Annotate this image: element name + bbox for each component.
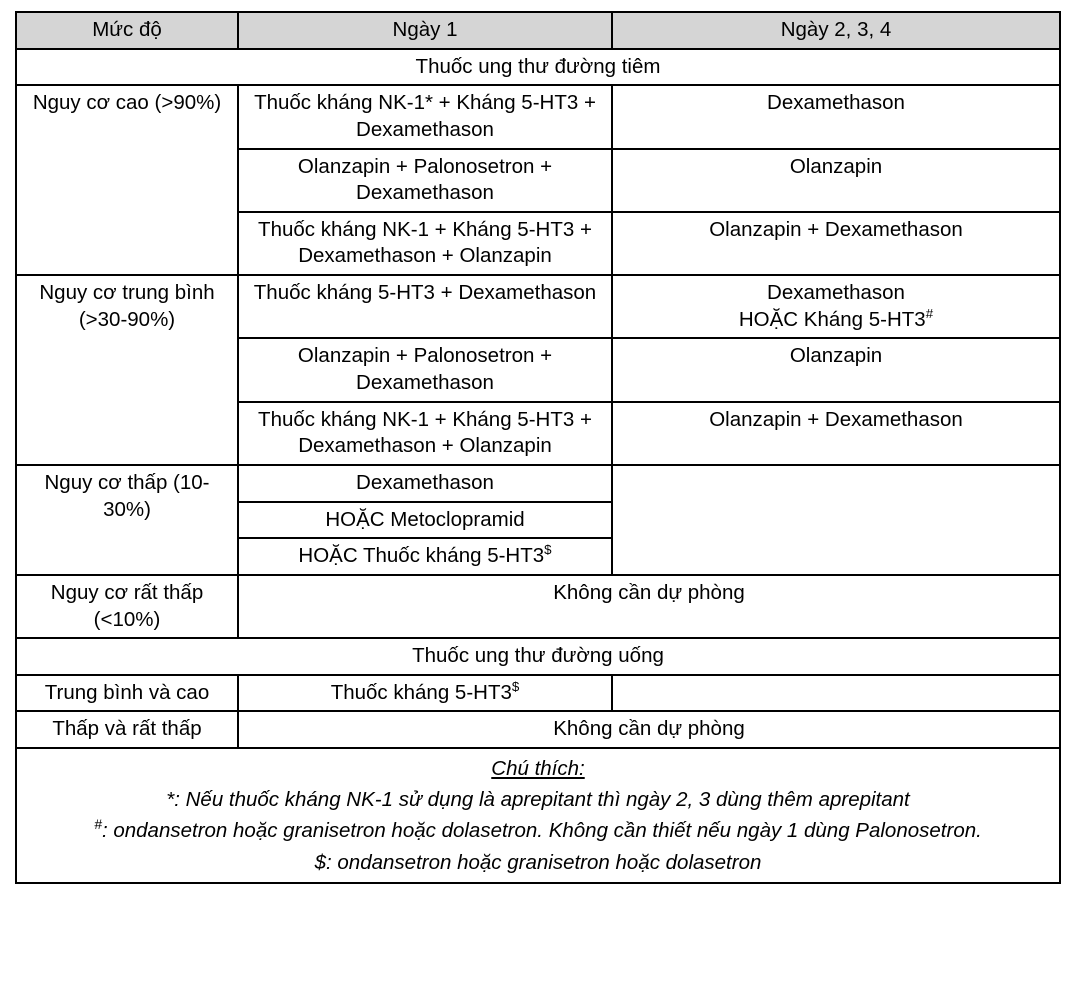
- footnote-asterisk-marker: *: [166, 788, 175, 812]
- table-row-moderate-risk-1: [16, 275, 1060, 338]
- moderate-day234-line-2: HOẶC Kháng 5-HT3: [738, 307, 926, 331]
- footnote-hash-text: : ondansetron hoặc granisetron hoặc dolasetron. Không cần thiết nếu ngày 1 dùng Palonosetron.: [101, 819, 982, 843]
- minimal-risk-recommendation: Không cần dự phòng: [238, 575, 1060, 638]
- footnote-marker-dollar: $: [544, 542, 552, 558]
- footnote-dollar-text: : ondansetron hoặc granisetron hoặc dolasetron: [326, 850, 762, 874]
- footnote-marker-hash: #: [925, 305, 934, 321]
- high-risk-day1-regimen-2: Olanzapin + Palonosetron + Dexamethason: [238, 149, 612, 212]
- footnote-hash-marker: #: [94, 816, 102, 833]
- risk-label-moderate: Nguy cơ trung bình (>30-90%): [16, 275, 238, 465]
- footnote-item-asterisk: [24, 784, 1052, 815]
- oral-low-minimal-recommendation: Không cần dự phòng: [238, 711, 1060, 748]
- low-risk-day1-regimen-3-text: HOẶC Thuốc kháng 5-HT3: [298, 544, 545, 568]
- footnote-item-hash: [24, 815, 1052, 846]
- footnote-dollar-marker: $: [314, 850, 327, 874]
- footnotes-title: Chú thích:: [491, 757, 585, 781]
- high-risk-day234-regimen-2: Olanzapin: [612, 149, 1060, 212]
- high-risk-day234-regimen-1: Dexamethason: [612, 85, 1060, 148]
- moderate-day234-line-1: Dexamethason: [767, 281, 905, 305]
- table-row-minimal-risk: [16, 575, 1060, 638]
- table-row-footnotes: [16, 748, 1060, 883]
- section-header-oral-chemo: Thuốc ung thư đường uống: [16, 638, 1060, 675]
- risk-label-minimal: Nguy cơ rất thấp (<10%): [16, 575, 238, 638]
- high-risk-day1-regimen-3: Thuốc kháng NK-1 + Kháng 5-HT3 + Dexamethason + Olanzapin: [238, 212, 612, 275]
- footnote-asterisk-text: : Nếu thuốc kháng NK-1 sử dụng là aprepitant thì ngày 2, 3 dùng thêm aprepitant: [174, 788, 910, 812]
- low-risk-day1-regimen-1: Dexamethason: [238, 465, 612, 502]
- low-risk-day1-regimen-3: [238, 538, 612, 575]
- column-header-day-1: Ngày 1: [238, 12, 612, 49]
- footnotes-block: [16, 748, 1060, 883]
- oral-moderate-high-day1-text: Thuốc kháng 5-HT3: [330, 680, 512, 704]
- section-banner-row-injectable: [16, 49, 1060, 86]
- oral-moderate-high-day234-empty: [612, 675, 1060, 712]
- antiemetic-prophylaxis-table-container: [15, 11, 1059, 884]
- section-header-injectable-chemo: Thuốc ung thư đường tiêm: [16, 49, 1060, 86]
- risk-label-oral-moderate-high: Trung bình và cao: [16, 675, 238, 712]
- moderate-risk-day1-regimen-1: Thuốc kháng 5-HT3 + Dexamethason: [238, 275, 612, 338]
- moderate-risk-day1-regimen-2: Olanzapin + Palonosetron + Dexamethason: [238, 338, 612, 401]
- risk-label-high: Nguy cơ cao (>90%): [16, 85, 238, 275]
- column-header-day-2-3-4: Ngày 2, 3, 4: [612, 12, 1060, 49]
- table-row-high-risk-1: [16, 85, 1060, 148]
- antiemetic-prophylaxis-table: [15, 11, 1061, 884]
- moderate-risk-day234-regimen-2: Olanzapin: [612, 338, 1060, 401]
- low-risk-day234-empty: [612, 465, 1060, 575]
- high-risk-day234-regimen-3: Olanzapin + Dexamethason: [612, 212, 1060, 275]
- moderate-risk-day1-regimen-3: Thuốc kháng NK-1 + Kháng 5-HT3 + Dexamethason + Olanzapin: [238, 402, 612, 465]
- footnote-item-dollar: [24, 847, 1052, 878]
- risk-label-oral-low-minimal: Thấp và rất thấp: [16, 711, 238, 748]
- high-risk-day1-regimen-1: Thuốc kháng NK-1* + Kháng 5-HT3 + Dexamethason: [238, 85, 612, 148]
- moderate-risk-day234-regimen-1: [612, 275, 1060, 338]
- section-banner-row-oral: [16, 638, 1060, 675]
- table-row-oral-moderate-high: [16, 675, 1060, 712]
- table-row-oral-low-minimal: [16, 711, 1060, 748]
- low-risk-day1-regimen-2: HOẶC Metoclopramid: [238, 502, 612, 539]
- column-header-risk-level: Mức độ: [16, 12, 238, 49]
- footnote-marker-dollar-oral: $: [511, 678, 520, 694]
- oral-moderate-high-day1: [238, 675, 612, 712]
- risk-label-low: Nguy cơ thấp (10-30%): [16, 465, 238, 575]
- moderate-risk-day234-regimen-3: Olanzapin + Dexamethason: [612, 402, 1060, 465]
- table-header-row: [16, 12, 1060, 49]
- table-row-low-risk-1: [16, 465, 1060, 502]
